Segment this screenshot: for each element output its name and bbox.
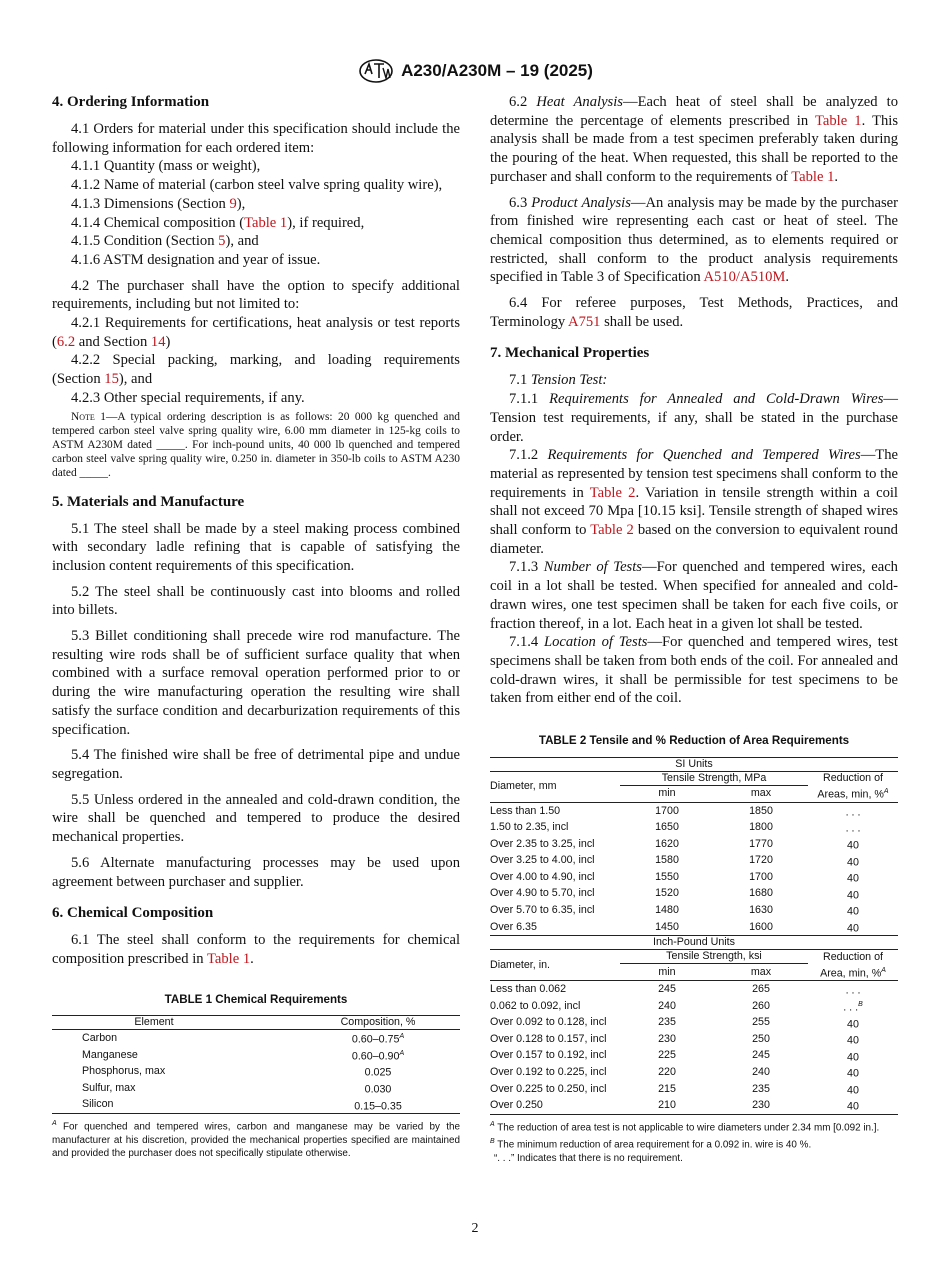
a751-link[interactable]: A751 (568, 313, 601, 330)
diameter-cell: Over 0.192 to 0.225, incl (490, 1066, 607, 1079)
table-row (52, 1097, 460, 1114)
element-cell: Carbon (82, 1032, 118, 1045)
max-cell: 1600 (749, 920, 773, 933)
table-row (490, 1015, 898, 1032)
para-4-1-1: 4.1.1 Quantity (mass or weight), (71, 158, 261, 175)
table-row (490, 981, 898, 998)
min-cell: 225 (658, 1049, 676, 1062)
reduction-cell: . . . (845, 984, 861, 997)
note-label: Note 1 (71, 410, 106, 423)
section-5-heading: 5. Materials and Manufacture (52, 493, 245, 510)
max-cell: 1680 (749, 887, 773, 900)
page-number: 2 (471, 1221, 479, 1236)
table-row (52, 1080, 460, 1097)
diameter-cell: Over 4.00 to 4.90, incl (490, 870, 595, 883)
max-cell: 240 (752, 1066, 770, 1079)
min-cell: 1580 (655, 854, 679, 867)
note-1: Note 1—A typical ordering description is as follows: 20 000 kg quenched and tempered carbon steel valve spring quality wire, 6.00 mm diameter in 125-kg coils to ASTM A230M dated _____. For inch-pound units, 40 000 lb quenched and tempered carbon steel valve spring quality wire, 0.250 in. diameter in 350-lb coils to ASTM A230 dated _____. (52, 410, 460, 479)
si-min-header: min (658, 787, 676, 800)
table-row (490, 1064, 898, 1081)
max-cell: 1700 (749, 870, 773, 883)
ip-tensile-header: Tensile Strength, ksi (620, 950, 808, 964)
para-4-1-2: 4.1.2 Name of material (carbon steel valve spring quality wire), (71, 177, 443, 194)
a510-link[interactable]: A510/A510M (703, 269, 786, 286)
max-cell: 250 (752, 1032, 770, 1045)
ip-min-header: min (658, 965, 676, 978)
para-5-1: 5.1 The steel shall be made by a steel making process combined with secondary ladle refining that is capable of satisfying the inclusion content requirements of this specification. (52, 520, 460, 574)
min-cell: 245 (658, 983, 676, 996)
reduction-cell: 40 (847, 839, 859, 852)
para-5-3: 5.3 Billet conditioning shall precede wire rod manufacture. The resulting wire rods shall be of sufficient surface quality that when combined with a surface removal operation performed prior to or during the wire manufacturing operation the resulting wire shall satisfy the surface condition and decarburization requirements of this specification. (52, 628, 460, 738)
table-row (490, 853, 898, 870)
min-cell: 230 (658, 1032, 676, 1045)
table-row (490, 902, 898, 919)
max-cell: 245 (752, 1049, 770, 1062)
composition-cell: $0.60-0.75^A$ (351, 1033, 405, 1046)
table-2-link[interactable]: Table 2 (589, 484, 636, 501)
section-14-link[interactable]: 14 (150, 333, 166, 350)
min-cell: 1650 (655, 821, 679, 834)
table-2-link[interactable]: Table 2 (590, 522, 634, 539)
para-7-1-2: 7.1.2 Requirements for Quenched and Tempered Wires—The material as represented by tension test specimens shall conform to the requirements in Table 2. Variation in tensile strength within a coil shall not exceed 70 Mpa [10.15 ksi]. Tensile strength of shaped wires shall conform to Table 2 based on the conversion to equivalent round diameter. (490, 447, 898, 557)
table-1-link[interactable]: Table 1 (791, 168, 835, 185)
table-row (490, 836, 898, 853)
table-2-footnote-b: $^B$ The minimum reduction of area requirement for a 0.092 in. wire is 40 %. (490, 1137, 812, 1151)
si-units-label: SI Units (490, 757, 898, 771)
section-7-heading: 7. Mechanical Properties (490, 345, 650, 362)
para-6-1: 6.1 The steel shall conform to the requirements for chemical composition prescribed in Table 1. (52, 932, 460, 967)
diameter-cell: Over 3.25 to 4.00, incl (490, 854, 595, 867)
si-reduction-header-2: Areas, min, %$^A$ (817, 788, 889, 801)
para-5-2: 5.2 The steel shall be continuously cast into blooms and rolled into billets. (52, 583, 460, 619)
max-cell: 1800 (749, 821, 773, 834)
section-6-2-link[interactable]: 6.2 (56, 333, 76, 350)
table-row (490, 1097, 898, 1114)
reduction-cell: 40 (847, 872, 859, 885)
composition-cell: 0.15–0.35 (354, 1100, 402, 1113)
min-cell: 1450 (655, 920, 679, 933)
section-15-link[interactable]: 15 (104, 371, 119, 388)
para-4-2: 4.2 The purchaser shall have the option to specify additional requirements, including but not limited to: (52, 277, 460, 313)
reduction-cell: 40 (847, 1051, 859, 1064)
reduction-cell: 40 (847, 922, 859, 935)
para-5-4: 5.4 The finished wire shall be free of detrimental pipe and undue segregation. (52, 747, 460, 782)
table-2-grid (490, 757, 898, 1115)
reduction-cell: 40 (847, 1018, 859, 1031)
min-cell: 1480 (655, 904, 679, 917)
para-6-4: 6.4 For referee purposes, Test Methods, Practices, and Terminology A751 shall be used. (490, 295, 898, 330)
max-cell: 260 (752, 999, 770, 1012)
composition-cell: 0.025 (364, 1067, 392, 1079)
astm-logo (357, 58, 395, 84)
table-row (490, 998, 898, 1015)
section-5-link[interactable]: 5 (218, 233, 226, 250)
min-cell: 220 (658, 1066, 676, 1079)
table-row (490, 1031, 898, 1048)
para-4-2-3: 4.2.3 Other special requirements, if any. (71, 389, 305, 406)
diameter-cell: Over 0.225 to 0.250, incl (490, 1082, 607, 1095)
reduction-cell: 40 (847, 1100, 859, 1113)
ip-diameter-header: Diameter, in. (490, 958, 550, 971)
diameter-cell: 1.50 to 2.35, incl (490, 821, 569, 834)
ip-units-label: Inch-Pound Units (490, 936, 898, 950)
table-row (490, 1081, 898, 1098)
diameter-cell: Over 6.35 (490, 920, 537, 933)
table-2-footnote-c: “. . .” Indicates that there is no requirement. (494, 1152, 683, 1164)
diameter-cell: Less than 0.062 (490, 983, 567, 996)
table-1-link[interactable]: Table 1 (814, 112, 862, 129)
reduction-cell: 40 (847, 905, 859, 918)
table-1-caption: TABLE 1 Chemical Requirements (164, 992, 348, 1006)
si-reduction-header-1: Reduction of (822, 772, 883, 785)
min-cell: 1620 (655, 837, 679, 850)
table-row (490, 886, 898, 903)
diameter-cell: Over 2.35 to 3.25, incl (490, 837, 595, 850)
para-6-2: 6.2 Heat Analysis—Each heat of steel shall be analyzed to determine the percentage of elements prescribed in Table 1. This analysis shall be made from a test specimen preferably taken during the pouring of the heat. When requested, this shall be reported to the purchaser and shall conform to the requirements of Table 1. (490, 94, 899, 185)
para-7-1-3: 7.1.3 Number of Tests—For quenched and tempered wires, each coil in a lot shall be tested. When specified for annealed and cold-drawn wires, one test specimen shall be taken for each five coils, or fraction thereof, in a lot. Each heat in a given lot shall be tested. (490, 559, 898, 632)
max-cell: 1720 (749, 854, 773, 867)
reduction-cell: 40 (847, 1034, 859, 1047)
ip-reduction-header-2: Area, min, %$^A$ (820, 966, 886, 980)
diameter-cell: Over 0.157 to 0.192, incl (490, 1049, 607, 1062)
table-row (52, 1047, 460, 1064)
section-6-heading: 6. Chemical Composition (52, 905, 214, 922)
max-cell: 1770 (749, 837, 773, 850)
table-2 (490, 732, 898, 1165)
para-4-2-1: 4.2.1 Requirements for certifications, heat analysis or test reports (6.2 and Section 14) (52, 315, 460, 350)
page-header (0, 58, 950, 84)
diameter-cell: Over 0.128 to 0.157, incl (490, 1032, 607, 1045)
si-max-header: max (750, 787, 772, 800)
min-cell: 1520 (655, 887, 679, 900)
element-cell: Silicon (82, 1098, 114, 1111)
min-cell: 240 (658, 999, 676, 1012)
table-1-grid (52, 1015, 460, 1114)
si-diameter-header: Diameter, mm (490, 780, 557, 793)
para-7-1-1: 7.1.1 Requirements for Annealed and Cold-Drawn Wires—Tension test requirements, if any, shall be stated in the purchase order. (490, 391, 898, 445)
element-cell: Manganese (82, 1048, 138, 1061)
left-column (52, 93, 460, 1161)
max-cell: 230 (752, 1099, 770, 1112)
table-1-header-element: Element (134, 1016, 174, 1029)
section-9-link[interactable]: 9 (229, 195, 237, 212)
max-cell: 1850 (749, 804, 773, 817)
diameter-cell: Less than 1.50 (490, 804, 561, 817)
min-cell: 215 (658, 1082, 676, 1095)
para-4-1-5: 4.1.5 Condition (Section 5), and (71, 233, 259, 250)
table-row (490, 819, 898, 836)
diameter-cell: 0.062 to 0.092, incl (490, 999, 581, 1012)
diameter-cell: Over 4.90 to 5.70, incl (490, 887, 595, 900)
para-4-1: 4.1 Orders for material under this specification should include the following information for each ordered item: (52, 121, 460, 156)
max-cell: 255 (752, 1016, 770, 1029)
si-tensile-header: Tensile Strength, MPa (620, 771, 808, 785)
para-4-2-2: 4.2.2 Special packing, marking, and loading requirements (Section 15), and (52, 352, 460, 388)
ip-reduction-header-1: Reduction of (822, 950, 883, 963)
reduction-cell: 40 (847, 856, 859, 869)
composition-cell: 0.030 (364, 1083, 392, 1096)
para-4-1-3: 4.1.3 Dimensions (Section 9), (71, 195, 246, 212)
max-cell: 265 (752, 983, 770, 996)
min-cell: 210 (658, 1099, 676, 1112)
reduction-cell: 40 (847, 1067, 859, 1080)
section-4-heading: 4. Ordering Information (52, 94, 210, 110)
min-cell: 1700 (655, 804, 679, 817)
composition-cell: $0.60-0.90^A$ (351, 1049, 405, 1063)
table-1-link[interactable]: Table 1 (206, 950, 251, 967)
table-row (52, 1030, 460, 1047)
reduction-cell: 40 (847, 1084, 859, 1097)
document-designation: A230/A230M – 19 (2025) (401, 61, 593, 80)
para-7-1: 7.1 Tension Test: (509, 372, 608, 389)
table-1-header-composition: Composition, % (340, 1016, 416, 1029)
reduction-cell: 40 (847, 889, 859, 902)
para-5-6: 5.6 Alternate manufacturing processes may be used upon agreement between purchaser and supplier. (52, 854, 460, 890)
para-7-1-4: 7.1.4 Location of Tests—For quenched and tempered wires, test specimens shall be taken from both ends of the coil. For annealed and cold-drawn wires, it shall be permissible for test specimens to be taken from either end of the coil. (490, 634, 898, 707)
para-5-5: 5.5 Unless ordered in the annealed and cold-drawn condition, the wire shall be quenched and tempered to produce the desired mechanical properties. (52, 791, 460, 846)
reduction-cell: . . .$^B$ (843, 1000, 863, 1014)
max-cell: 235 (752, 1082, 770, 1095)
reduction-cell: . . . (845, 806, 861, 819)
table-row (52, 1063, 460, 1080)
diameter-cell: Over 5.70 to 6.35, incl (490, 904, 595, 917)
table-row (490, 802, 898, 819)
table-1-link[interactable]: Table 1 (244, 214, 288, 231)
para-4-1-6: 4.1.6 ASTM designation and year of issue. (71, 251, 321, 268)
reduction-cell: . . . (845, 822, 861, 835)
table-row (490, 869, 898, 886)
diameter-cell: Over 0.250 (490, 1099, 543, 1112)
table-row (490, 1048, 898, 1065)
table-2-footnote-a: $^A$ The reduction of area test is not applicable to wire diameters under 2.34 mm [0.092 in.]. (490, 1120, 880, 1134)
table-1 (52, 991, 460, 1161)
para-4-1-4: 4.1.4 Chemical composition (Table 1), if required, (71, 214, 365, 231)
max-cell: 1630 (749, 904, 773, 917)
diameter-cell: Over 0.092 to 0.128, incl (490, 1016, 607, 1029)
element-cell: Phosphorus, max (82, 1065, 166, 1078)
table-1-footnote: $^A$ For quenched and tempered wires, carbon and manganese may be varied by the manufacturer at his discretion, provided the mechanical properties specified are maintained and provided the purchaser does not specifically stipulate otherwise. (52, 1120, 460, 1160)
min-cell: 1550 (655, 870, 679, 883)
element-cell: Sulfur, max (82, 1081, 136, 1094)
table-2-caption: TABLE 2 Tensile and % Reduction of Area Requirements (538, 734, 850, 748)
ip-max-header: max (750, 965, 772, 978)
table-row (490, 919, 898, 936)
right-column (490, 93, 898, 1165)
min-cell: 235 (658, 1016, 676, 1029)
para-6-3: 6.3 Product Analysis—An analysis may be made by the purchaser from finished wire representing each cast or heat of steel. The chemical composition thus determined, as to elements required or restricted, shall conform to the product analysis requirements specified in Table 3 of Specification A510/A510M. (490, 194, 898, 286)
